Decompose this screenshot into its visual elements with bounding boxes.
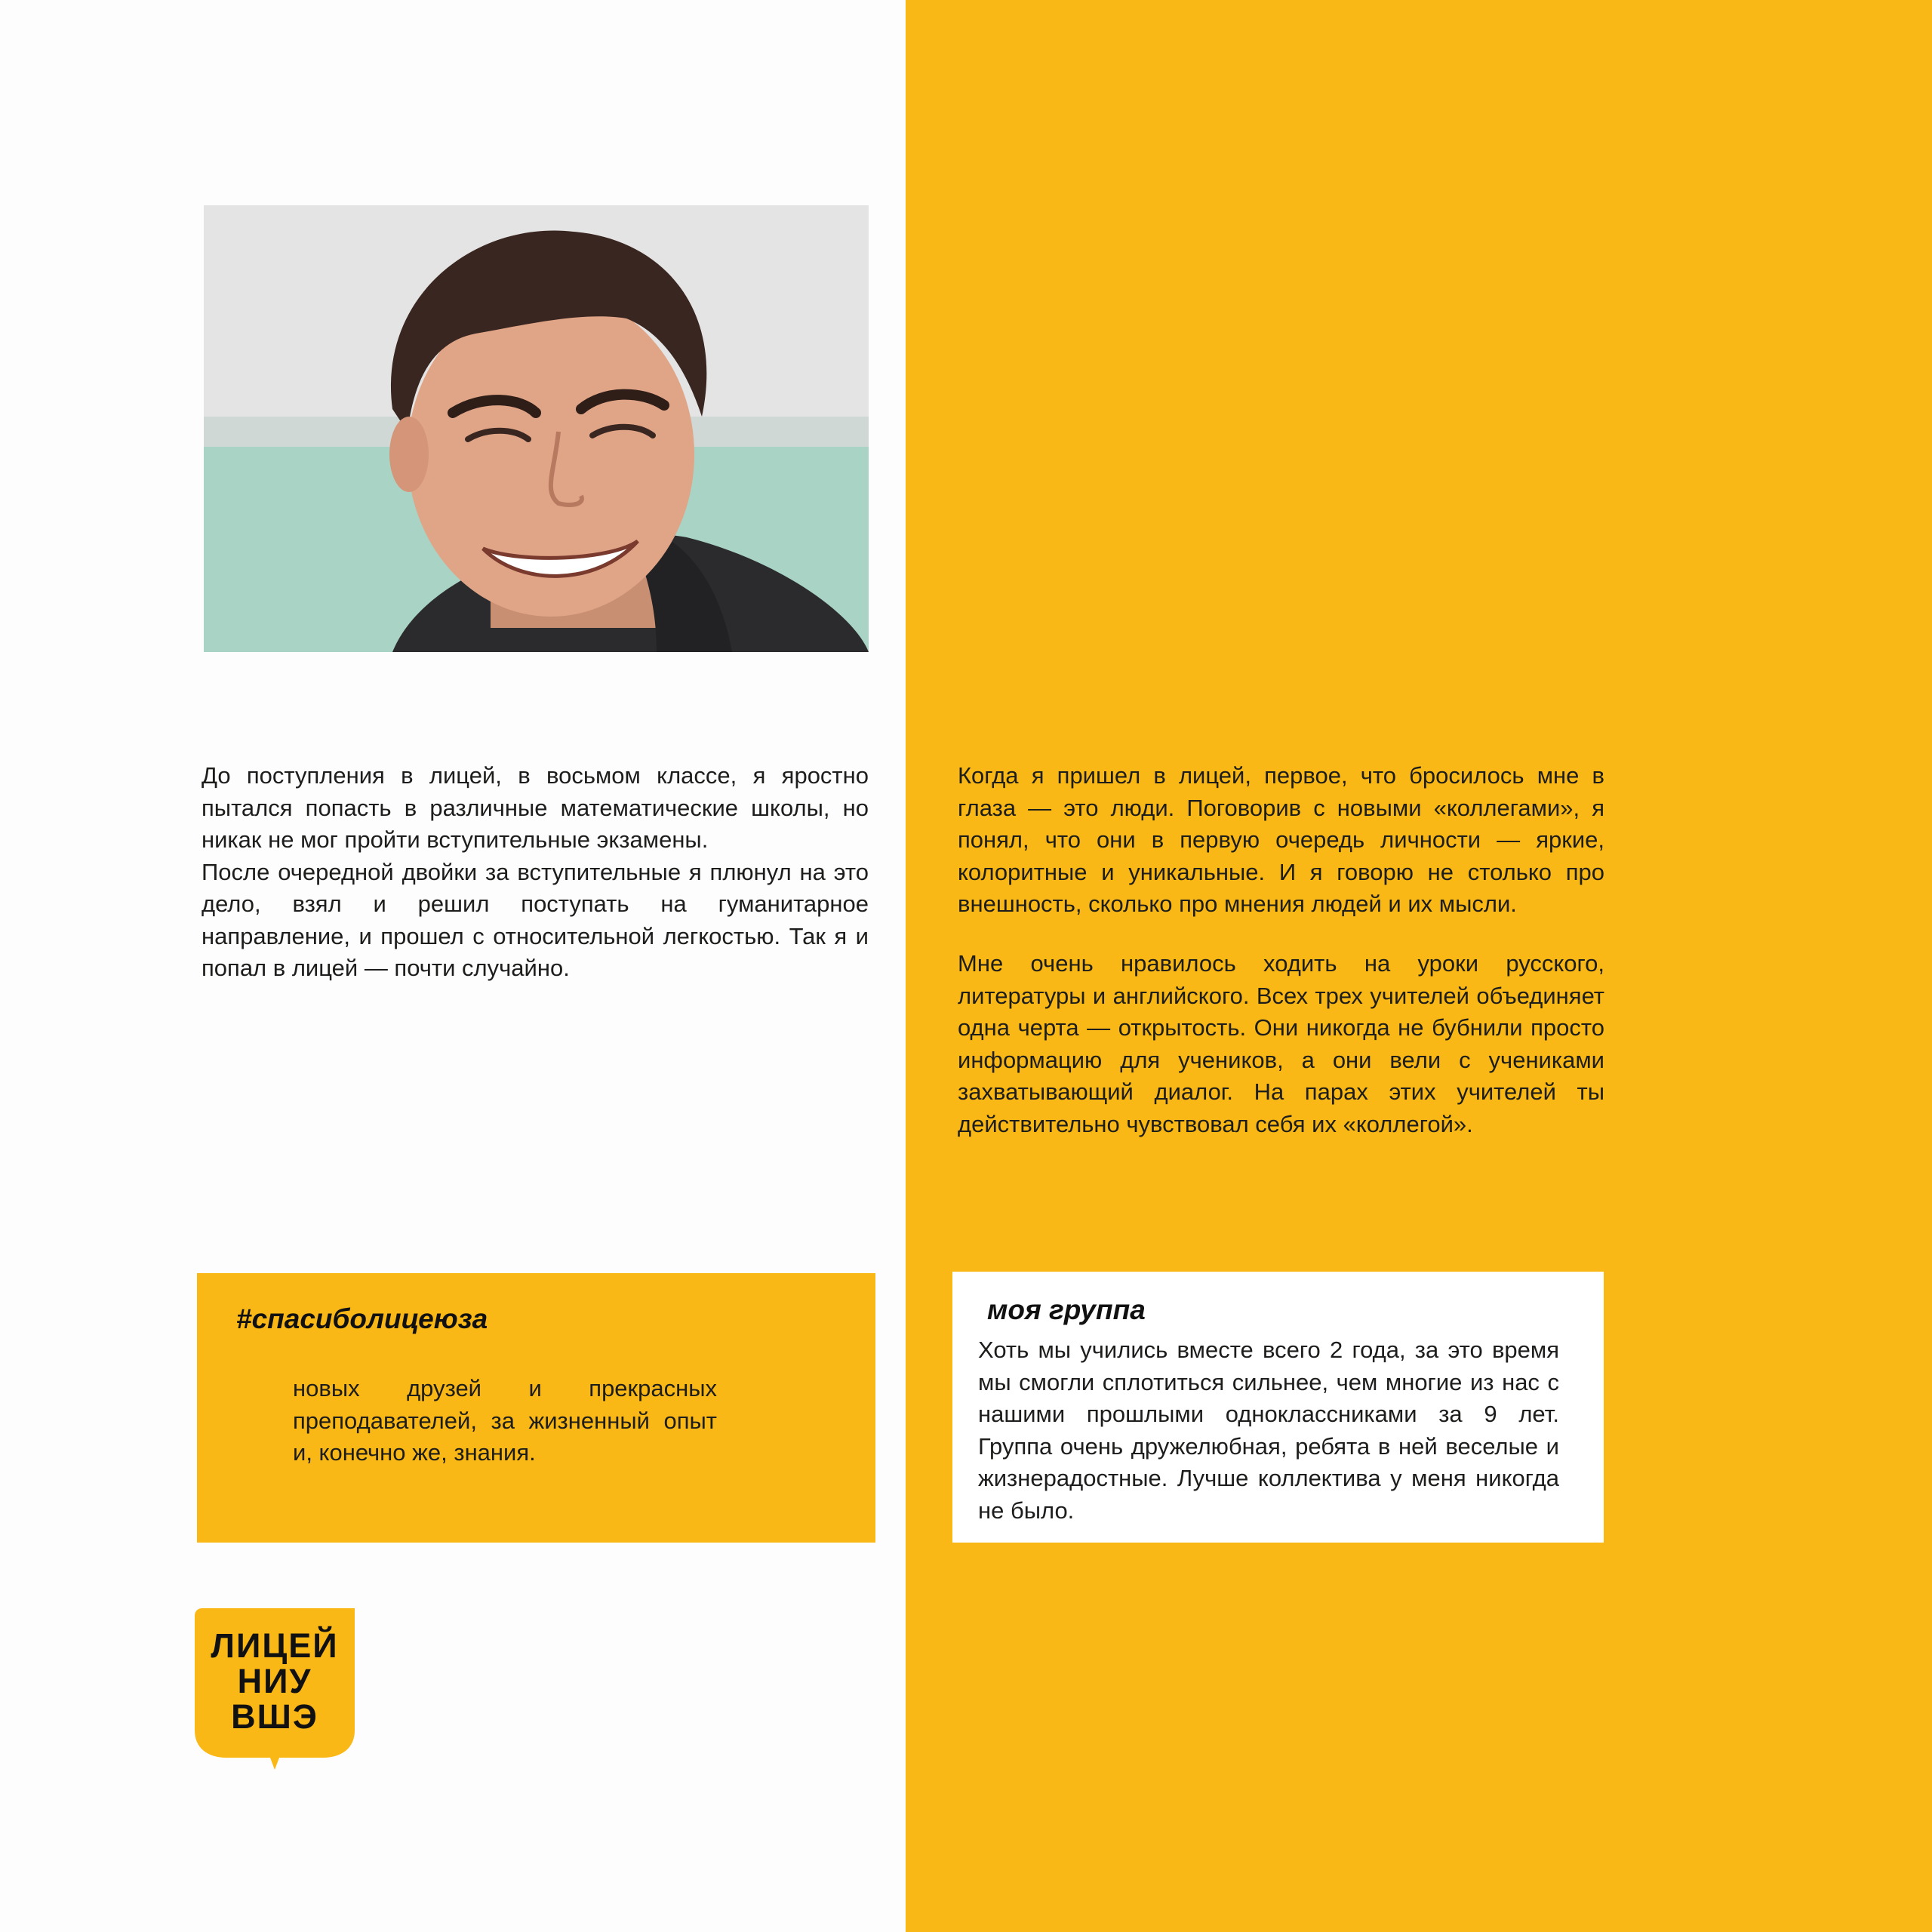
portrait-illustration [204,205,869,652]
hashtag-card [197,1273,875,1543]
intro-paragraph-2: После очередной двойки за вступительные я плюнул на это дело, взял и решил поступать на гуманитарное направление, и прошел с относительной легкостью. Так я и попал в лицей — почти случайно. [202,858,869,981]
group-card-title: моя группа [987,1294,1146,1325]
student-portrait-photo [204,205,869,652]
my-group-card [952,1272,1604,1543]
logo-text [195,1628,355,1734]
intro-paragraph-1: До поступления в лицей, в восьмом классе, я яростно пытался попасть в различные математические школы, но никак не мог пройти вступительные экзамены. [202,762,869,853]
group-card-text: Хоть мы учились вместе всего 2 года, за это время мы смогли сплотиться сильнее, чем многие из нас с нашими прошлыми одноклассниками за 9 лет. Группа очень дружелюбная, ребята в ней веселые и жизнерадостные. Лучше коллектива у меня никогда не было. [978,1337,1559,1524]
lyceum-logo [195,1608,355,1771]
logo-line-1: ЛИЦЕЙ [211,1626,339,1665]
hashtag-text: новых друзей и прекрасных преподавателей, за жизненный опыт и, конечно же, знания. [293,1375,717,1466]
intro-text [202,760,869,985]
logo-line-3: ВШЭ [231,1697,318,1736]
story-paragraph-2: Мне очень нравилось ходить на уроки русского, литературы и английского. Всех трех учителей объединяет одна черта — открытость. Они никогда не бубнили просто информацию для учеников, а они вели с учениками захватывающий диалог. На парах этих учителей ты действительно чувствовал себя их «коллегой». [958,950,1604,1137]
logo-line-2: НИУ [237,1662,312,1700]
hashtag-title: #спасиболицеюза [236,1303,488,1334]
story-paragraph-1: Когда я пришел в лицей, первое, что бросилось мне в глаза — это люди. Поговорив с новыми «коллегами», я понял, что они в первую очередь личности — яркие, колоритные и уникальные. И я говорю не столько про внешность, сколько про мнения людей и их мысли. [958,762,1604,917]
